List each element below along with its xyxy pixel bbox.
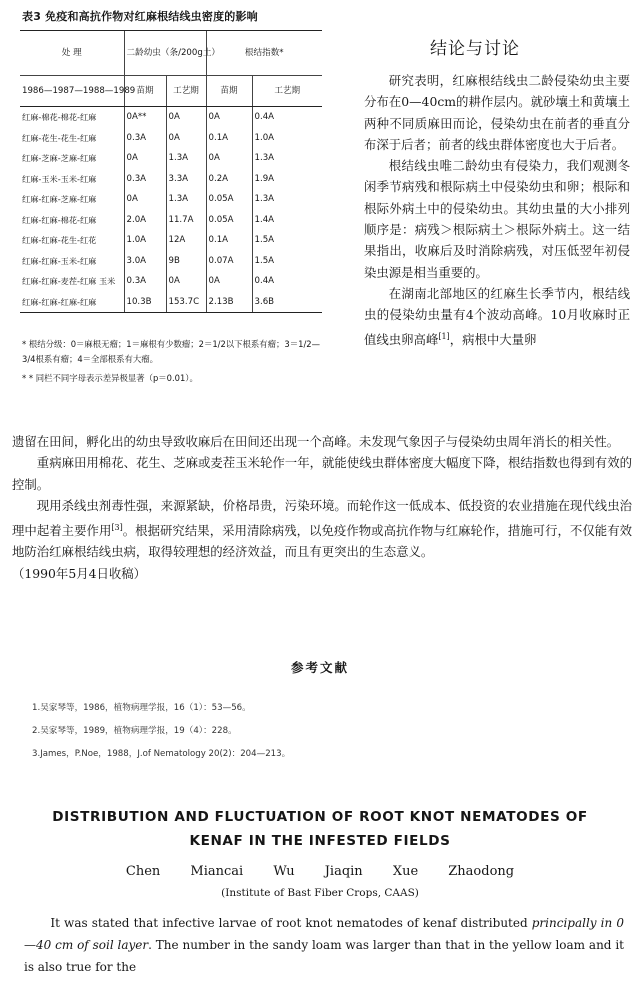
cell-larvae-sowing: 0A** — [124, 107, 166, 128]
cell-gall-sowing: 0.05A — [206, 210, 252, 231]
cell-larvae-sowing: 1.0A — [124, 230, 166, 251]
cell-treatment: 红麻-芝麻-芝麻-红麻 — [22, 153, 97, 164]
cell-larvae-crafting: 1.3A — [166, 189, 206, 210]
cell-gall-sowing: 0.1A — [206, 230, 252, 251]
cell-gall-crafting: 1.0A — [252, 128, 322, 149]
cell-treatment: 红麻-红麻-玉米-红麻 — [22, 255, 97, 266]
cell-gall-sowing: 2.13B — [206, 292, 252, 313]
reference-item: 3.James，P.Noe，1988，J.of Nematology 20(2)：204—213。 — [32, 749, 291, 759]
paragraph-text: ，病根中大量卵 — [449, 331, 537, 347]
author: Wu Jiaqin — [273, 864, 363, 879]
cell-larvae-crafting: 0A — [166, 271, 206, 292]
cell-larvae-sowing: 0.3A — [124, 128, 166, 149]
full-width-text — [12, 431, 632, 584]
cell-gall-crafting: 1.9A — [252, 169, 322, 190]
abstract-emphasis: principally in 0—40 cm of soil layer — [24, 916, 624, 952]
references-list — [32, 697, 592, 766]
table-header-crafting: 工艺期 — [166, 76, 206, 107]
table-row — [20, 107, 322, 128]
cell-larvae-crafting: 11.7A — [166, 210, 206, 231]
paragraph — [12, 495, 632, 562]
table-header-gall-index: 根结指数* — [206, 31, 322, 76]
table-note: * 根结分级：0＝麻根无瘤；1＝麻根有少数瘤；2＝1/2以下根系有瘤；3＝1/2—3/4根系有瘤；4＝全部根系有大瘤。 — [22, 339, 320, 364]
cell-gall-sowing: 0.05A — [206, 189, 252, 210]
table-row — [20, 230, 322, 251]
paragraph: 研究表明，红麻根结线虫二龄侵染幼虫主要分布在0—40cm的耕作层内。就砂壤土和黄壤土两种不同质麻田而论，侵染幼虫在前者的垂直分布深于后者；前者的线虫群体密度也大于后者。 — [364, 73, 630, 152]
cell-larvae-sowing: 0A — [124, 148, 166, 169]
cell-treatment: 红麻-红麻-红麻-红麻 — [20, 292, 124, 313]
english-title-line: DISTRIBUTION AND FLUCTUATION OF ROOT KNOT NEMATODES OF — [52, 809, 588, 825]
cell-larvae-crafting: 3.3A — [166, 169, 206, 190]
cell-gall-sowing: 0A — [206, 271, 252, 292]
cell-larvae-sowing: 2.0A — [124, 210, 166, 231]
paragraph-text: 。根据研究结果，采用清除病残，以免疫作物或高抗作物与红麻轮作，措施可行，不仅能有效地防治红麻根结线虫病，取得较理想的经济效益，而且有更突出的生态意义。 — [12, 522, 633, 560]
cell-gall-crafting: 1.4A — [252, 210, 322, 231]
cell-larvae-sowing: 0.3A — [124, 271, 166, 292]
cell-larvae-crafting: 1.3A — [166, 148, 206, 169]
english-title-line: KENAF IN THE INFESTED FIELDS — [189, 833, 451, 849]
right-column — [364, 70, 630, 350]
table-note: * * 同栏不同字母表示差异极显著（p＝0.01）。 — [22, 373, 198, 383]
table-caption: 表3 免疫和高抗作物对红麻根结线虫密度的影响 — [22, 10, 258, 23]
cell-gall-crafting: 1.5A — [252, 251, 322, 272]
institution: (Institute of Bast Fiber Crops, CAAS) — [221, 887, 419, 899]
table-row — [20, 210, 322, 231]
abstract-text: . The number in the sandy loam was larger than that in the yellow loam and it is also true for the — [24, 938, 624, 974]
citation: [1] — [438, 331, 450, 341]
cell-larvae-crafting: 153.7C — [166, 292, 206, 313]
cell-larvae-crafting: 9B — [166, 251, 206, 272]
english-abstract — [24, 912, 624, 978]
reference-item: 1.吴家琴等，1986，植物病理学报，16（1）：53—56。 — [32, 703, 251, 713]
table-row — [20, 189, 322, 210]
received-date: （1990年5月4日收稿） — [12, 565, 147, 581]
cell-treatment: 红麻-棉花-棉花-红麻 — [22, 112, 97, 123]
paragraph: 遗留在田间，孵化出的幼虫导致收麻后在田间还出现一个高峰。未发现气象因子与侵染幼虫周年消长的相关性。 — [12, 434, 620, 449]
table-header-crafting: 工艺期 — [252, 76, 322, 107]
english-title — [20, 805, 620, 853]
table-row — [20, 271, 322, 292]
table-header-larvae: 二龄幼虫（条/200g土） — [124, 31, 206, 76]
cell-larvae-crafting: 0A — [166, 107, 206, 128]
table-header-sowing: 苗期 — [206, 76, 252, 107]
table-header-treatment: 处 理 — [20, 31, 124, 76]
cell-gall-crafting: 0.4A — [252, 107, 322, 128]
author: Xue Zhaodong — [392, 864, 515, 879]
cell-gall-sowing: 0.2A — [206, 169, 252, 190]
cell-treatment: 红麻-红麻-麦茬-红麻 玉米 — [22, 275, 116, 286]
cell-gall-sowing: 0A — [206, 107, 252, 128]
citation: [3] — [111, 522, 123, 532]
abstract-text: It was stated that infective larvae of root knot nematodes of kenaf distributed — [50, 916, 532, 930]
paragraph: 重病麻田用棉花、花生、芝麻或麦茬玉米轮作一年，就能使线虫群体密度大幅度下降，根结指数也得到有效的控制。 — [12, 455, 632, 492]
table-header-rotation: 1986—1987—1988—1989 — [20, 76, 124, 107]
cell-gall-sowing: 0A — [206, 148, 252, 169]
table-notes — [22, 337, 322, 391]
cell-larvae-sowing: 0.3A — [124, 169, 166, 190]
table-3 — [20, 30, 322, 313]
table-row — [20, 169, 322, 190]
table-row — [20, 148, 322, 169]
table-header-sowing: 苗期 — [124, 76, 166, 107]
paragraph: 根结线虫唯二龄幼虫有侵染力，我们观测冬闲季节病残和根际病土中侵染幼虫和卵；根际和根际外病土中的侵染幼虫。其幼虫量的大小排列顺序是：病残＞根际病土＞根际外病土。这一结果指出，收麻后及时消除病残，对压低翌年初侵染虫源是相当重要的。 — [364, 158, 630, 280]
cell-larvae-sowing: 10.3B — [124, 292, 166, 313]
table-row — [20, 128, 322, 149]
author: Chen Miancai — [125, 864, 244, 879]
paragraph — [364, 283, 630, 350]
section-title: 结论与讨论 — [430, 39, 520, 59]
authors — [0, 864, 640, 879]
cell-larvae-sowing: 0A — [124, 189, 166, 210]
cell-gall-crafting: 1.5A — [252, 230, 322, 251]
cell-gall-sowing: 0.07A — [206, 251, 252, 272]
cell-treatment: 红麻-红麻-花生-红花 — [22, 235, 97, 246]
cell-gall-crafting: 0.4A — [252, 271, 322, 292]
paragraph-text: 现用杀线虫剂毒性强，来源紧缺，价格昂贵，污染环境。而轮作这一低成本、低投资的农业措施在现代线虫治理中起着主要作用 — [12, 498, 632, 538]
reference-item: 2.吴家琴等，1989，植物病理学报，19（4）：228。 — [32, 726, 237, 736]
cell-gall-crafting: 3.6B — [252, 292, 322, 313]
cell-treatment: 红麻-红麻-芝麻-红麻 — [22, 194, 97, 205]
cell-larvae-crafting: 0A — [166, 128, 206, 149]
references-title: 参考文献 — [290, 660, 349, 675]
cell-larvae-crafting: 12A — [166, 230, 206, 251]
cell-treatment: 红麻-红麻-棉花-红麻 — [22, 214, 97, 225]
cell-gall-crafting: 1.3A — [252, 189, 322, 210]
cell-larvae-sowing: 3.0A — [124, 251, 166, 272]
paragraph-text: 在湖南北部地区的红麻生长季节内，根结线虫的侵染幼虫量有4个波动高峰。10月收麻时正值线虫卵高峰 — [364, 285, 630, 347]
cell-gall-crafting: 1.3A — [252, 148, 322, 169]
table-row — [20, 251, 322, 272]
cell-gall-sowing: 0.1A — [206, 128, 252, 149]
cell-treatment: 红麻-玉米-玉米-红麻 — [22, 173, 97, 184]
table-row — [20, 292, 322, 313]
cell-treatment: 红麻-花生-花生-红麻 — [22, 132, 97, 143]
